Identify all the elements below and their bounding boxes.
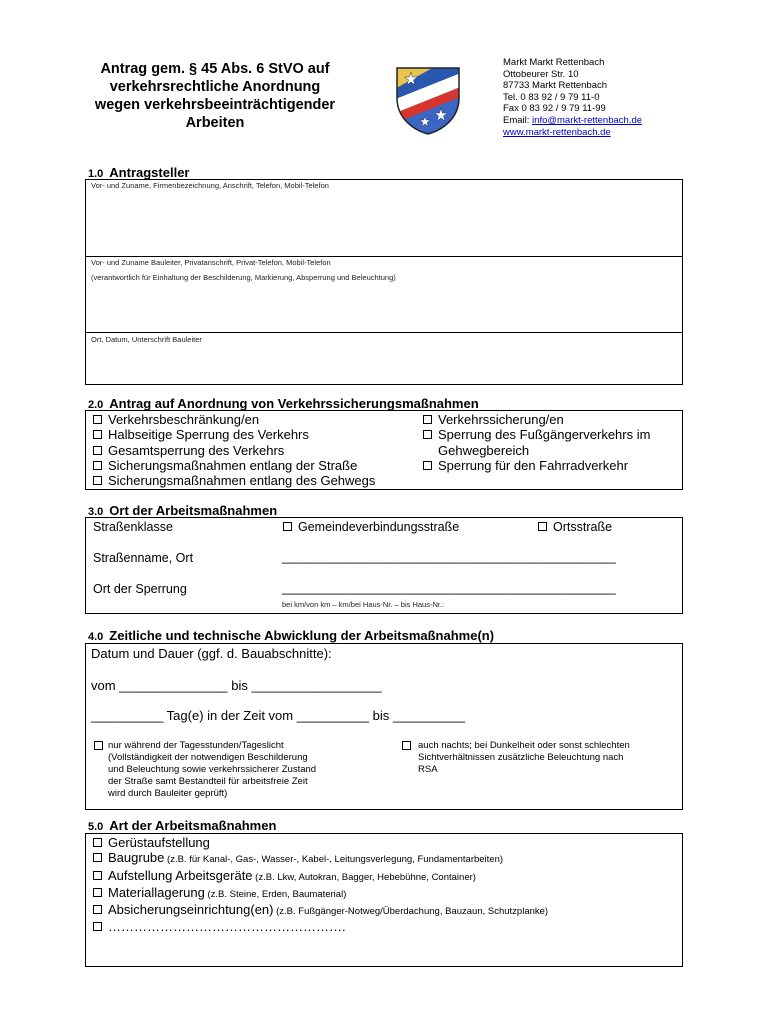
checkbox[interactable] bbox=[423, 415, 432, 424]
checkbox-option[interactable]: Aufstellung Arbeitsgeräte (z.B. Lkw, Autokran, Bagger, Hebebühne, Container) bbox=[93, 868, 548, 885]
checkbox-option[interactable]: Materiallagerung (z.B. Steine, Erden, Baumaterial) bbox=[93, 885, 548, 902]
checkbox[interactable] bbox=[94, 741, 103, 750]
checkbox-option[interactable]: Verkehrsbeschränkung/en bbox=[93, 412, 375, 427]
road-class-label: Straßenklasse bbox=[93, 520, 173, 534]
site-manager-field-label: Vor- und Zuname Bauleiter, Privatanschrift, Privat-Telefon, Mobil-Telefon bbox=[91, 258, 331, 267]
checkbox-option[interactable]: Gesamtsperrung des Verkehrs bbox=[93, 443, 375, 458]
section-5-heading bbox=[88, 818, 276, 833]
section-number: 3.0 bbox=[88, 506, 104, 518]
checkbox[interactable] bbox=[93, 922, 102, 931]
checkbox[interactable] bbox=[423, 461, 432, 470]
address-line: Ottobeurer Str. 10 bbox=[503, 68, 579, 80]
date-duration-label: Datum und Dauer (ggf. d. Bauabschnitte): bbox=[91, 646, 332, 661]
measures-box bbox=[85, 410, 683, 490]
checkbox-option[interactable]: Halbseitige Sperrung des Verkehrs bbox=[93, 427, 375, 442]
checkbox[interactable] bbox=[283, 522, 292, 531]
applicant-field-label: Vor- und Zuname, Firmenbezeichnung, Anschrift, Telefon, Mobil-Telefon bbox=[91, 181, 329, 190]
email-line bbox=[503, 115, 642, 127]
checkbox[interactable] bbox=[93, 905, 102, 914]
divider bbox=[86, 256, 682, 257]
checkbox-option[interactable]: Gemeindeverbindungsstraße bbox=[283, 520, 459, 534]
section-number: 1.0 bbox=[88, 168, 104, 180]
checkbox[interactable] bbox=[93, 430, 102, 439]
municipality-address bbox=[503, 57, 642, 138]
checkbox-option[interactable]: Ortsstraße bbox=[538, 520, 612, 534]
section-number: 2.0 bbox=[88, 399, 104, 411]
form-title bbox=[80, 60, 350, 132]
section-2-heading bbox=[88, 396, 479, 411]
section-title: Zeitliche und technische Abwicklung der Arbeitsmaßnahme(n) bbox=[109, 628, 495, 643]
divider bbox=[86, 332, 682, 333]
email-link[interactable]: info@markt-rettenbach.de bbox=[532, 114, 643, 126]
address-line: 87733 Markt Rettenbach bbox=[503, 80, 608, 92]
applicant-input-area[interactable] bbox=[87, 192, 681, 256]
section-number: 4.0 bbox=[88, 631, 104, 643]
section-number: 5.0 bbox=[88, 821, 104, 833]
checkbox-option[interactable]: Verkehrssicherung/en bbox=[423, 412, 650, 427]
checkbox-option[interactable]: Absicherungseinrichtung(en) (z.B. Fußgänger-Notweg/Überdachung, Bauzaun, Schutzplanke) bbox=[93, 902, 548, 919]
address-line: Tel. 0 83 92 / 9 79 11-0 bbox=[503, 91, 600, 103]
work-type-box bbox=[85, 833, 683, 967]
section-1-heading bbox=[88, 165, 190, 180]
closure-location-hint: bei km/von km – km/bei Haus-Nr. – bis Haus-Nr.: bbox=[282, 600, 445, 609]
checkbox-option[interactable]: Gerüstaufstellung bbox=[93, 835, 548, 850]
coat-of-arms-icon bbox=[393, 62, 463, 136]
option-continuation: Gehwegbereich bbox=[438, 442, 530, 458]
address-line: Markt Markt Rettenbach bbox=[503, 57, 605, 68]
checkbox-option[interactable]: ………………………………………………. bbox=[93, 919, 548, 934]
checkbox[interactable] bbox=[93, 853, 102, 862]
checkbox[interactable] bbox=[93, 888, 102, 897]
title-line: Arbeiten bbox=[185, 115, 245, 131]
schedule-box bbox=[85, 643, 683, 810]
checkbox-option-daytime[interactable]: nur während der Tagesstunden/Tageslicht (Vollständigkeit der notwendigen Beschilderung und Beleuchtung sowie verkehrssicherer Zustand der Straße samt Bestandteil für arbeitsfreie Zeit wird durch Bauleiter geprüft) bbox=[94, 740, 316, 800]
checkbox-option[interactable]: Sperrung des Fußgängerverkehrs im bbox=[423, 427, 650, 442]
checkbox-option-nighttime[interactable]: auch nachts; bei Dunkelheit oder sonst schlechten Sichtverhältnissen zusätzliche Beleuchtung nach RSA bbox=[402, 740, 630, 776]
section-4-heading bbox=[88, 628, 494, 643]
closure-location-field[interactable]: ________________________________________________ bbox=[282, 581, 616, 595]
title-line: Antrag gem. § 45 Abs. 6 StVO auf bbox=[100, 61, 330, 77]
website-link[interactable]: www.markt-rettenbach.de bbox=[503, 126, 611, 138]
applicant-box bbox=[85, 179, 683, 385]
address-line: Fax 0 83 92 / 9 79 11-99 bbox=[503, 103, 606, 115]
measures-left-column bbox=[93, 412, 375, 488]
checkbox-option[interactable]: Sperrung für den Fahrradverkehr bbox=[423, 458, 650, 473]
signature-input-area[interactable] bbox=[87, 346, 681, 384]
checkbox[interactable] bbox=[93, 838, 102, 847]
checkbox-option[interactable]: Sicherungsmaßnahmen entlang des Gehwegs bbox=[93, 473, 375, 488]
checkbox[interactable] bbox=[93, 415, 102, 424]
street-name-label: Straßenname, Ort bbox=[93, 551, 194, 565]
section-title: Ort der Arbeitsmaßnahmen bbox=[109, 503, 278, 518]
email-prefix: Email: bbox=[503, 114, 533, 126]
checkbox-option[interactable]: Sicherungsmaßnahmen entlang der Straße bbox=[93, 458, 375, 473]
checkbox[interactable] bbox=[423, 430, 432, 439]
date-range-field[interactable]: vom _______________ bis __________________ bbox=[91, 678, 382, 693]
checkbox[interactable] bbox=[93, 446, 102, 455]
checkbox[interactable] bbox=[93, 461, 102, 470]
section-title: Antragsteller bbox=[109, 165, 190, 180]
work-type-list bbox=[93, 835, 548, 935]
signature-field-label: Ort, Datum, Unterschrift Bauleiter bbox=[91, 335, 202, 344]
section-title: Art der Arbeitsmaßnahmen bbox=[109, 818, 277, 833]
street-name-field[interactable]: ________________________________________________ bbox=[282, 550, 616, 564]
checkbox-option[interactable]: Baugrube (z.B. für Kanal-, Gas-, Wasser-, Kabel-, Leitungsverlegung, Fundamentarbeiten) bbox=[93, 850, 548, 867]
site-manager-input-area[interactable] bbox=[87, 284, 681, 331]
checkbox[interactable] bbox=[538, 522, 547, 531]
title-line: verkehrsrechtliche Anordnung bbox=[109, 79, 321, 95]
closure-location-label: Ort der Sperrung bbox=[93, 582, 187, 596]
section-title: Antrag auf Anordnung von Verkehrssicherungsmaßnahmen bbox=[109, 396, 479, 411]
location-box bbox=[85, 517, 683, 614]
checkbox[interactable] bbox=[93, 871, 102, 880]
days-time-field[interactable]: __________ Tag(e) in der Zeit vom __________ bis __________ bbox=[91, 708, 466, 723]
checkbox[interactable] bbox=[93, 476, 102, 485]
title-line: wegen verkehrsbeeinträchtigender bbox=[94, 97, 336, 113]
site-manager-field-note: (verantwortlich für Einhaltung der Beschilderung, Markierung, Absperrung und Beleuchtung) bbox=[91, 273, 396, 282]
checkbox[interactable] bbox=[402, 741, 411, 750]
measures-right-column bbox=[423, 412, 650, 473]
section-3-heading bbox=[88, 503, 277, 518]
